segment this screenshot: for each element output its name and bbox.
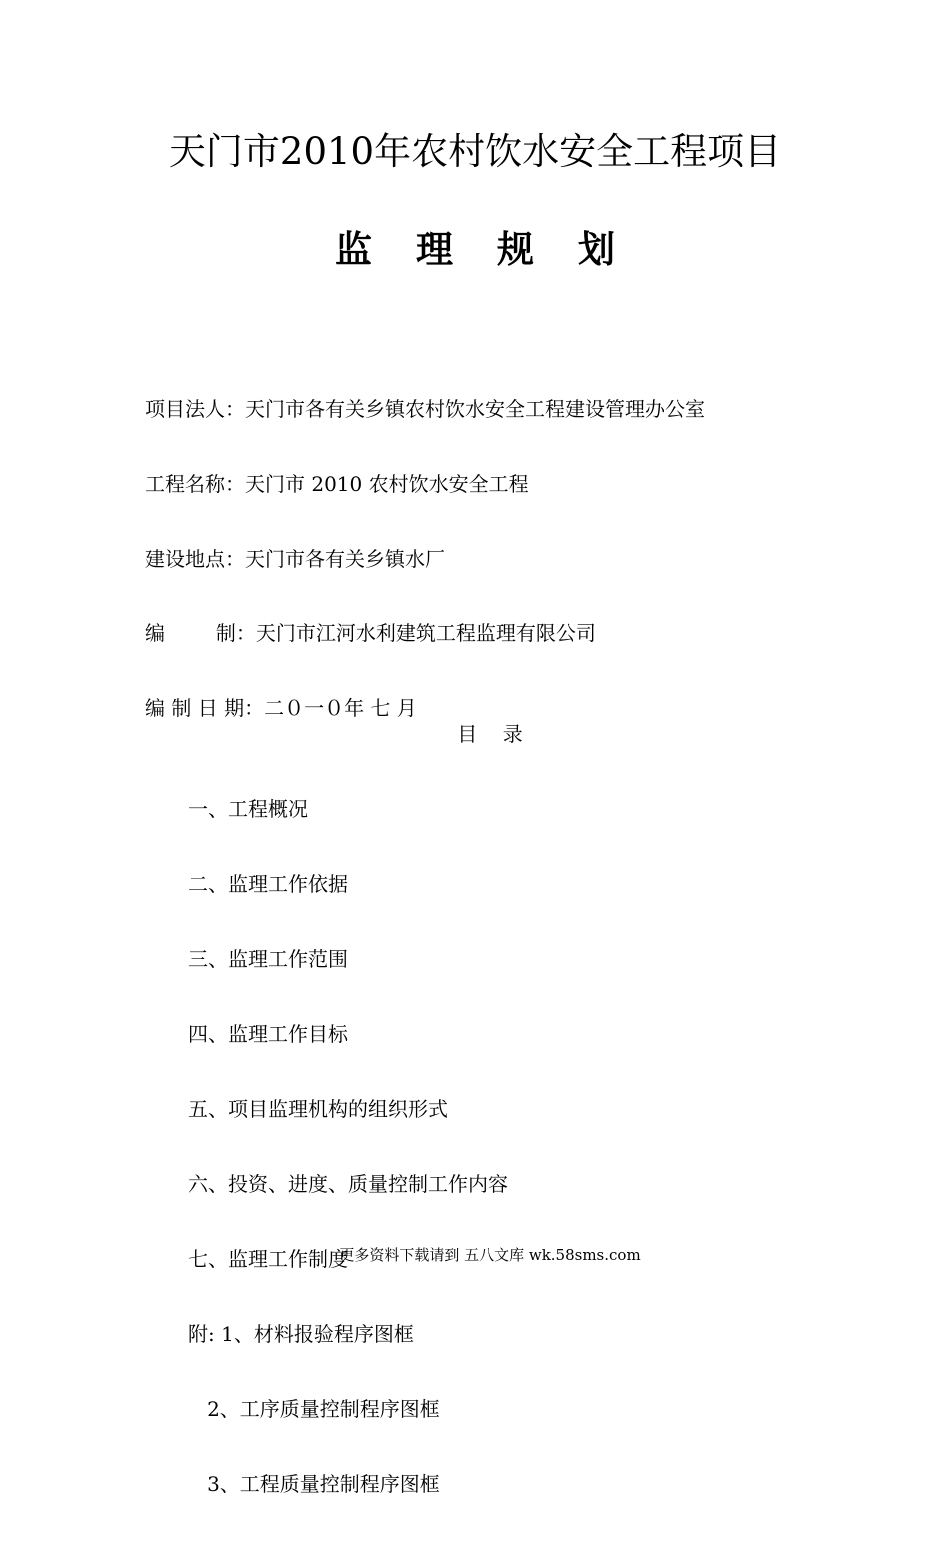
subtitle-char: 划 [578, 227, 615, 271]
table-of-contents [188, 747, 508, 1547]
toc-item: 附: 1、材料报验程序图框 [188, 1322, 414, 1346]
toc-item: 3、工程质量控制程序图框 [188, 1472, 440, 1496]
compiler: 编 制：天门市江河水利建筑工程监理有限公司 [145, 621, 596, 645]
toc-item: 一、工程概况 [188, 797, 308, 821]
toc-title: 目 录 [457, 722, 523, 746]
toc-item: 七、监理工作制度 [188, 1247, 348, 1271]
document-title: 天门市2010年农村饮水安全工程项目 [168, 130, 782, 173]
toc-item: 三、监理工作范围 [188, 947, 348, 971]
project-owner: 项目法人：天门市各有关乡镇农村饮水安全工程建设管理办公室 [145, 397, 705, 421]
toc-item: 四、监理工作目标 [188, 1022, 348, 1046]
toc-item: 2、工序质量控制程序图框 [188, 1397, 440, 1421]
subtitle-char: 规 [497, 227, 534, 271]
project-name: 工程名称：天门市 2010 农村饮水安全工程 [145, 472, 529, 496]
project-location: 建设地点：天门市各有关乡镇水厂 [145, 547, 445, 571]
page-footer: 更多资料下载请到 五八文库 wk.58sms.com [339, 1246, 641, 1264]
document-subtitle [0, 225, 950, 273]
toc-item: 六、投资、进度、质量控制工作内容 [188, 1172, 508, 1196]
compile-date: 编 制 日 期：二０一０年 七 月 [145, 696, 417, 720]
subtitle-char: 理 [416, 227, 453, 271]
subtitle-char: 监 [335, 227, 372, 271]
toc-item: 五、项目监理机构的组织形式 [188, 1097, 448, 1121]
toc-item: 二、监理工作依据 [188, 872, 348, 896]
